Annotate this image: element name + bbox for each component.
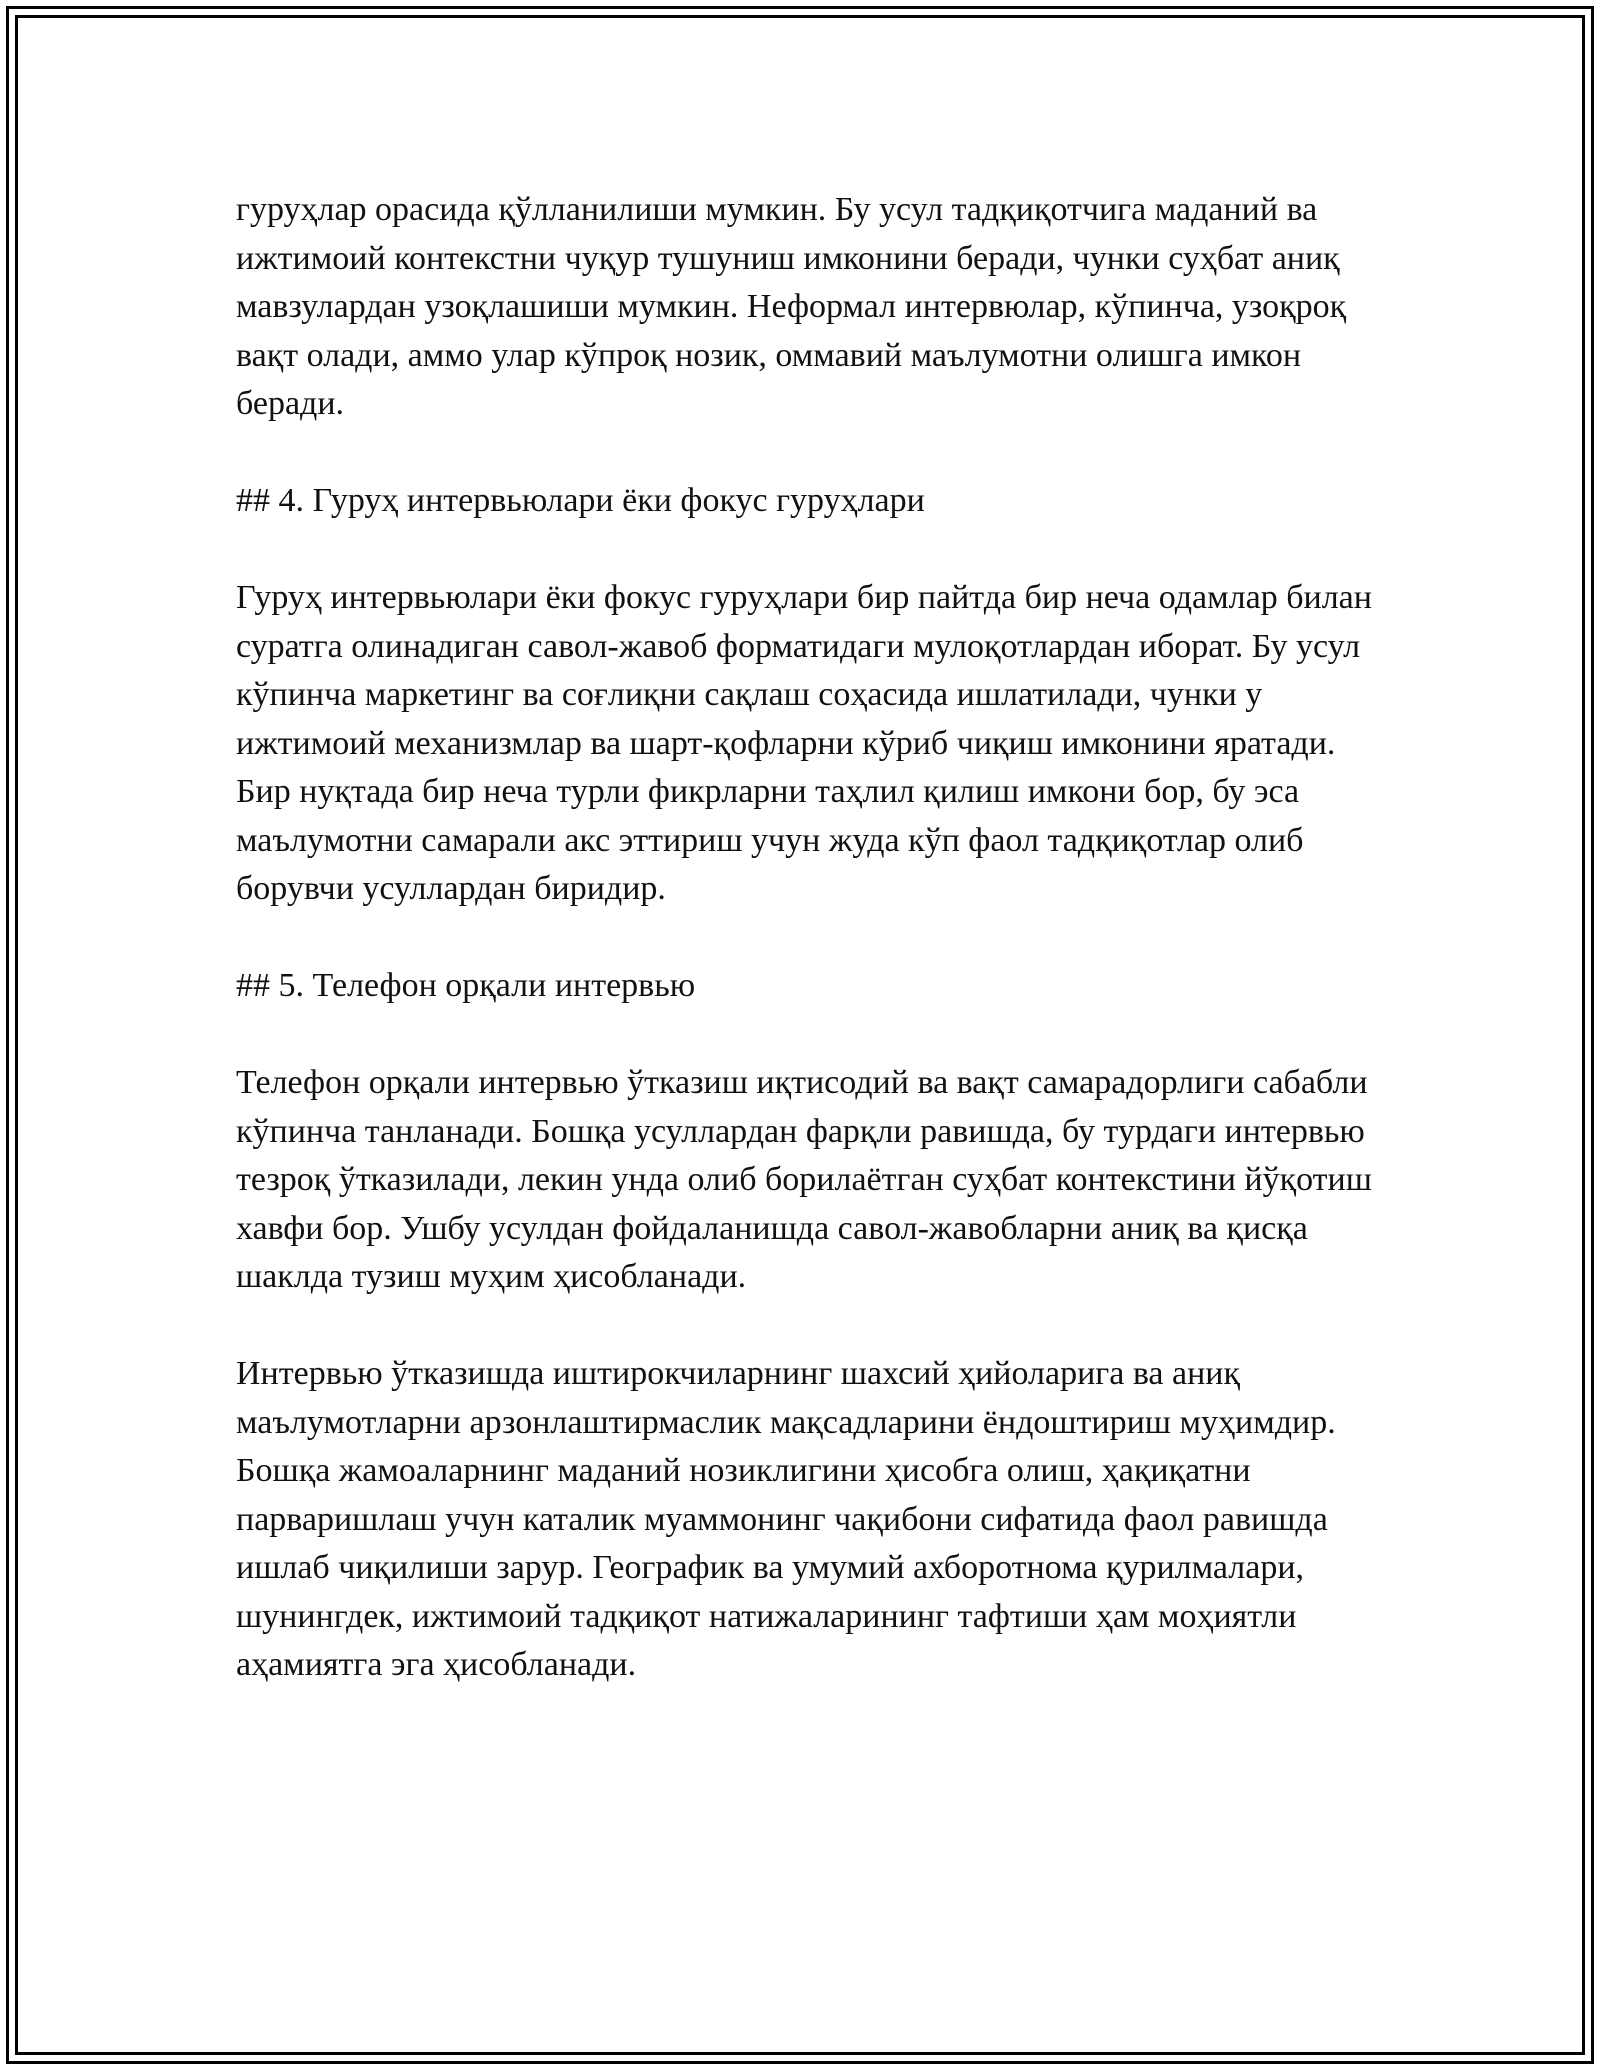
paragraph-group-interviews: Гуруҳ интервьюлари ёки фокус гуруҳлари бир пайтда бир неча одамлар билан суратга олинадиган савол-жавоб форматидаги мулоқотлардан иборат. Бу усул кўпинча маркетинг ва соғлиқни сақлаш соҳасида ишлатилади, чунки у ижтимоий механизмлар ва шарт-қофларни кўриб чиқиш имконини яратади. Бир нуқтада бир неча турли фикрларни таҳлил қилиш имкони бор, бу эса маълумотни самарали акс эттириш учун жуда кўп фаол тадқиқотлар олиб борувчи усуллардан биридир. xyxy=(236,579,1372,907)
paragraph-continuation: гуруҳлар орасида қўлланилиши мумкин. Бу усул тадқиқотчига маданий ва ижтимоий контекстни чуқур тушуниш имконини беради, чунки суҳбат аниқ мавзулардан узоқлашиши мумкин. Неформал интервюлар, кўпинча, узоқроқ вақт олади, аммо улар кўпроқ нозик, оммавий маълумотни олишга имкон беради. xyxy=(236,191,1347,422)
paragraph-phone-interviews: Телефон орқали интервью ўтказиш иқтисодий ва вақт самарадорлиги сабабли кўпинча танланади. Бошқа усуллардан фарқли равишда, бу турдаги интервью тезроқ ўтказилади, лекин унда олиб борилаётган суҳбат контекстини йўқотиш хавфи бор. Ушбу усулдан фойдаланишда савол-жавобларни аниқ ва қисқа шаклда тузиш муҳим ҳисобланади. xyxy=(236,1064,1372,1295)
section-heading-group-interviews: ## 4. Гуруҳ интервьюлари ёки фокус гуруҳлари xyxy=(236,482,925,519)
paragraph-interview-ethics: Интервью ўтказишда иштирокчиларнинг шахсий ҳийоларига ва аниқ маълумотларни арзонлаштирмаслик мақсадларини ёндоштириш муҳимдир. Бошқа жамоаларнинг маданий нозиклигини ҳисобга олиш, ҳақиқатни парваришлаш учун каталик муаммонинг чақибони сифатида фаол равишда ишлаб чиқилиши зарур. Географик ва умумий ахборотнома қурилмалари, шунингдек, ижтимоий тадқиқот натижаларининг тафтиши ҳам моҳиятли аҳамиятга эга ҳисобланади. xyxy=(236,1355,1336,1683)
section-heading-phone-interviews: ## 5. Телефон орқали интервью xyxy=(236,967,696,1004)
document-body xyxy=(236,186,1386,1738)
